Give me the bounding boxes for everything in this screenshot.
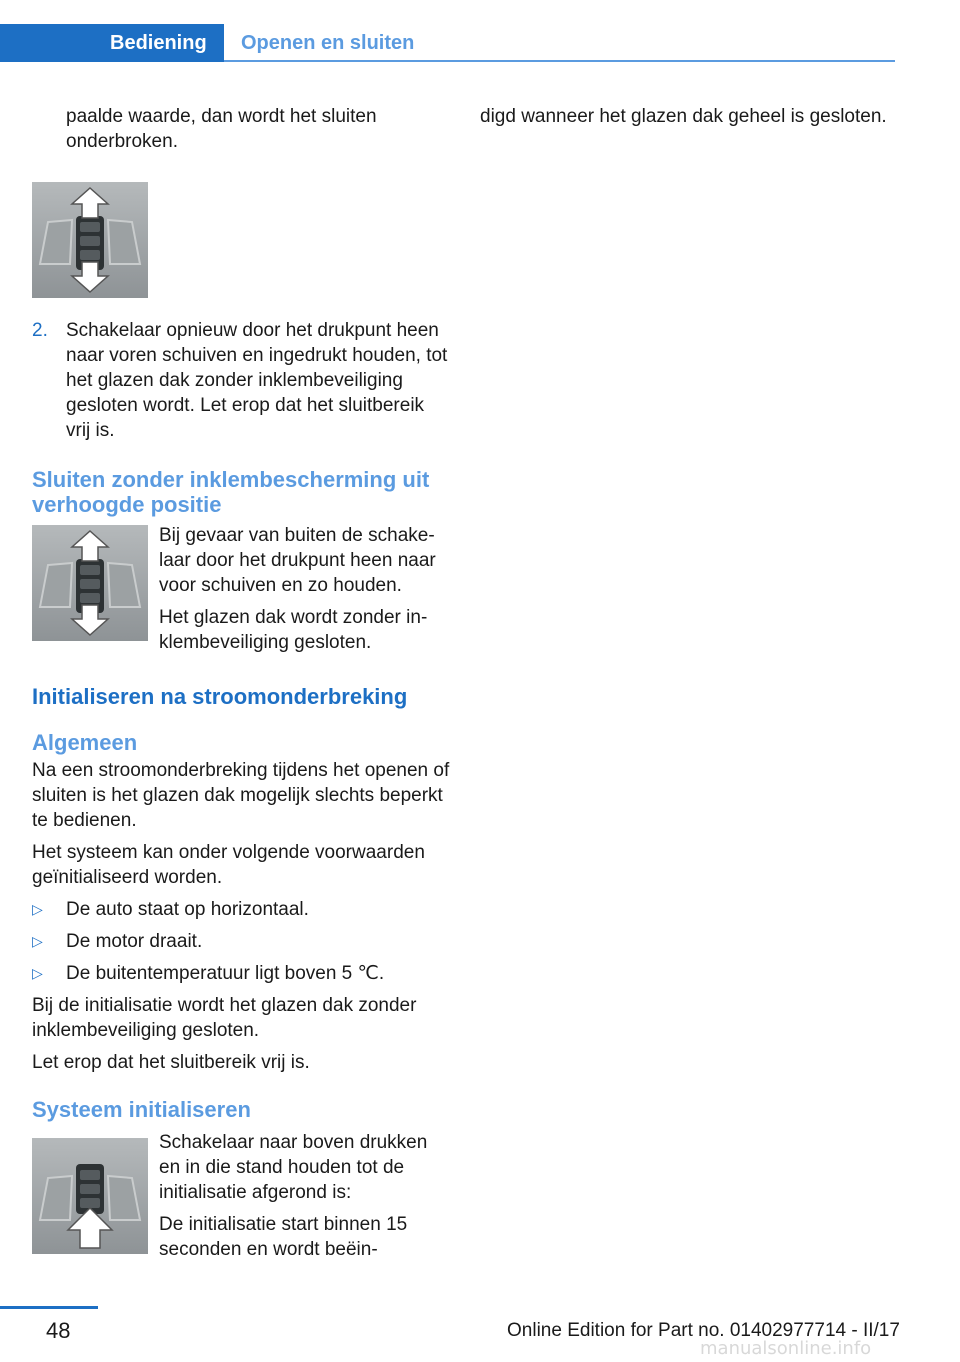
intro-text	[32, 104, 452, 154]
watermark: manualsonline.info	[700, 1338, 872, 1359]
list-item-text: De motor draait.	[66, 931, 203, 952]
intro-line-2: onderbroken.	[66, 131, 178, 152]
list-item	[32, 961, 452, 986]
systeem-section	[32, 1130, 452, 1269]
heading-sluiten: Sluiten zonder inklembescherming uit verhoogde positie	[32, 467, 430, 517]
edition-text: Online Edition for Part no. 01402977714 - II/17	[507, 1320, 900, 1341]
algemeen-paragraph-3: Bij de initialisatie wordt het glazen dak zonder inklembeveiliging gesloten.	[32, 995, 417, 1041]
footer-divider	[0, 1306, 98, 1309]
sunroof-switch-icon	[32, 182, 148, 298]
triangle-right-icon: ▷	[32, 933, 43, 949]
page-number: 48	[46, 1318, 71, 1343]
heading-initialiseren: Initialiseren na stroomonderbreking	[32, 684, 408, 709]
page-header	[0, 0, 960, 62]
sluiten-paragraph-2: Het glazen dak wordt zonder inklembeveiliging gesloten.	[159, 607, 428, 653]
list-item-text: De auto staat op horizontaal.	[66, 899, 309, 920]
tab-bediening[interactable]: Bediening	[0, 24, 224, 62]
step-2	[32, 318, 452, 443]
sluiten-text	[159, 523, 452, 662]
algemeen-paragraph-4: Let erop dat het sluitbereik vrij is.	[32, 1052, 310, 1073]
step-number: 2.	[32, 320, 48, 341]
algemeen-paragraph-1: Na een stroomonderbreking tijdens het openen of sluiten is het glazen dak mogelijk slechts beperkt te bedienen.	[32, 760, 450, 831]
list-item-text: De buitentemperatuur ligt boven 5 ℃.	[66, 963, 385, 984]
right-column	[480, 104, 900, 136]
systeem-text	[159, 1130, 452, 1269]
triangle-right-icon: ▷	[32, 965, 43, 981]
systeem-paragraph-1: Schakelaar naar boven drukken en in die stand houden tot de initialisatie afgerond is:	[159, 1132, 428, 1203]
triangle-right-icon: ▷	[32, 901, 43, 917]
heading-systeem: Systeem initialiseren	[32, 1097, 251, 1122]
right-paragraph: digd wanneer het glazen dak geheel is gesloten.	[480, 106, 887, 127]
tab-openen-en-sluiten[interactable]: Openen en sluiten	[241, 31, 415, 54]
header-divider	[224, 60, 895, 62]
list-item	[32, 929, 452, 954]
step-text: Schakelaar opnieuw door het drukpunt heen naar voren schuiven en ingedrukt houden, tot het glazen dak zonder inklembeveiliging gesloten wordt. Let erop dat het sluitbereik vrij is.	[66, 320, 448, 441]
sunroof-switch-icon	[32, 525, 148, 641]
list-item	[32, 897, 452, 922]
heading-algemeen: Algemeen	[32, 730, 138, 755]
sluiten-paragraph-1: Bij gevaar van buiten de schakelaar door het drukpunt heen naar voor schuiven en zo houden.	[159, 525, 436, 596]
intro-line-1: paalde waarde, dan wordt het sluiten	[66, 106, 377, 127]
sunroof-switch-icon	[32, 1138, 148, 1254]
systeem-paragraph-2: De initialisatie start binnen 15 seconden en wordt beëin-	[159, 1214, 408, 1260]
algemeen-paragraph-2: Het systeem kan onder volgende voorwaarden geïnitialiseerd worden.	[32, 842, 425, 888]
sluiten-section	[32, 523, 452, 662]
left-column	[32, 104, 452, 1269]
